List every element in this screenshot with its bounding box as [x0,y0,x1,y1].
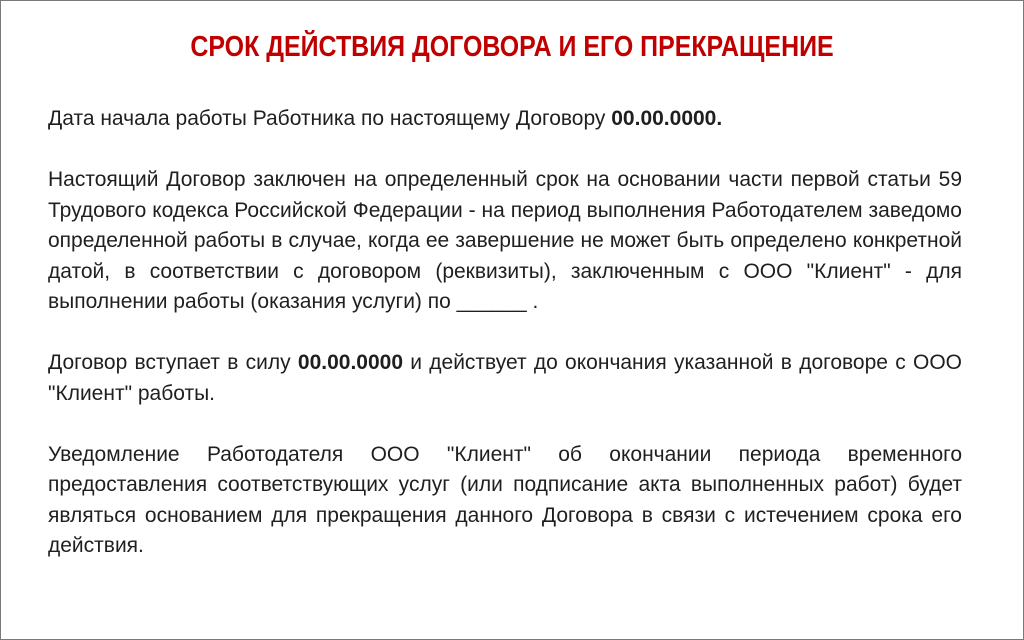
paragraph-contract-term: Настоящий Договор заключен на определенный срок на основании части первой статьи 59 Трудового кодекса Российской Федерации - на период выполнения Работодателем заведомо определенной работы в случае, когда ее завершение не может быть определено конкретной датой, в соответствии с договором (реквизиты), заключенным с ООО "Клиент" - для выполнении работы (оказания услуги) по ______ . [48,168,962,313]
paragraph-termination: Уведомление Работодателя ООО "Клиент" об окончании периода временного предоставления соответствующих услуг (или подписание акта выполненных работ) будет являться основанием для прекращения данного Договора в связи с истечением срока его действия. [48,442,962,557]
start-date-value: 00.00.0000. [611,107,723,130]
slide-body [48,104,962,562]
slide-title: СРОК ДЕЙСТВИЯ ДОГОВОРА И ЕГО ПРЕКРАЩЕНИЕ [190,31,834,63]
paragraph-effective-date [48,348,962,409]
paragraph-start-date [48,104,962,135]
effective-date-value: 00.00.0000 [297,351,404,374]
start-date-text: Дата начала работы Работника по настоящему Договору [48,107,612,130]
effective-date-before: Договор вступает в силу [48,351,298,374]
effective-date-after: и действует до окончания указанной в договоре с ООО "Клиент" работы. [48,351,962,405]
